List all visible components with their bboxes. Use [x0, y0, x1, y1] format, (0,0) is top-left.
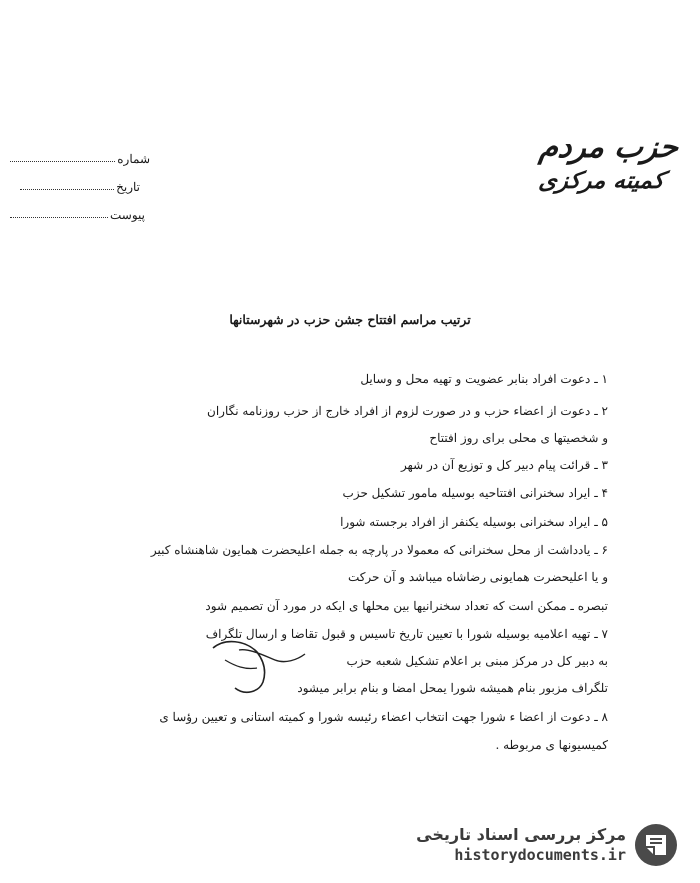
attachment-blank [10, 217, 108, 218]
body-line: و یا اعلیحضرت همایونی رضاشاه میباشد و آن حرکت [347, 570, 608, 584]
attachment-label: پیوست [110, 208, 145, 222]
date-blank [20, 189, 114, 190]
watermark-text [416, 825, 626, 864]
body-line: ۲ ـ دعوت از اعضاء حزب و در صورت لزوم از افراد خارج از حزب روزنامه نگاران [207, 404, 608, 418]
party-name: حزب مردم [537, 130, 681, 165]
archive-logo-icon [632, 821, 680, 869]
body-line: ۸ ـ دعوت از اعضا ء شورا جهت انتخاب اعضاء رئیسه شورا و کمیته استانی و تعیین رؤسا ی [159, 710, 608, 724]
body-line: کمیسیونها ی مربوطه . [495, 738, 608, 752]
body-line: ۶ ـ یادداشت از محل سخنرانی که معمولا در پارچه به جمله اعلیحضرت همایون شاهنشاه کبیر [150, 543, 608, 557]
reference-fields [10, 138, 150, 222]
body-line: تلگراف مزبور بنام همیشه شورا یمحل امضا و بنام برابر میشود [297, 681, 608, 695]
body-line: ۱ ـ دعوت افراد بنابر عضویت و تهیه محل و وسایل [360, 372, 608, 386]
watermark-org: مرکز بررسی اسناد تاریخی [416, 825, 626, 844]
attachment-field [10, 194, 145, 222]
watermark-url: historydocuments.ir [454, 846, 626, 864]
number-blank [10, 161, 115, 162]
number-label: شماره [117, 152, 150, 166]
body-line: و شخصیتها ی محلی برای روز افتتاح [429, 431, 608, 445]
archive-watermark [400, 817, 690, 875]
body-line: ۵ ـ ایراد سخنرانی بوسیله یکنفر از افراد برجسته شورا [340, 515, 608, 529]
document-title: ترتیب مراسم افتتاح جشن حزب در شهرستانها [229, 312, 471, 327]
body-line: ۳ ـ قرائت پیام دبیر کل و توزیع آن در شهر [400, 458, 608, 472]
date-label: تاریخ [116, 180, 140, 194]
handwritten-mark [205, 630, 315, 700]
number-field [10, 138, 150, 166]
letterhead [537, 130, 681, 196]
body-line: ۴ ـ ایراد سخنرانی افتتاحیه بوسیله مامور تشکیل حزب [342, 486, 608, 500]
body-line: تبصره ـ ممکن است که تعداد سخنرانیها بین محلها ی ایکه در مورد آن تصمیم شود [205, 599, 608, 613]
committee-name: کمیته مرکزی [537, 167, 666, 194]
body-line: به دبیر کل در مرکز مبنی بر اعلام تشکیل شعبه حزب [346, 654, 608, 668]
body-line: ۷ ـ تهیه اعلامیه بوسیله شورا با تعیین تاریخ تاسیس و قبول تقاضا و ارسال تلگراف [205, 627, 608, 641]
date-field [20, 166, 140, 194]
